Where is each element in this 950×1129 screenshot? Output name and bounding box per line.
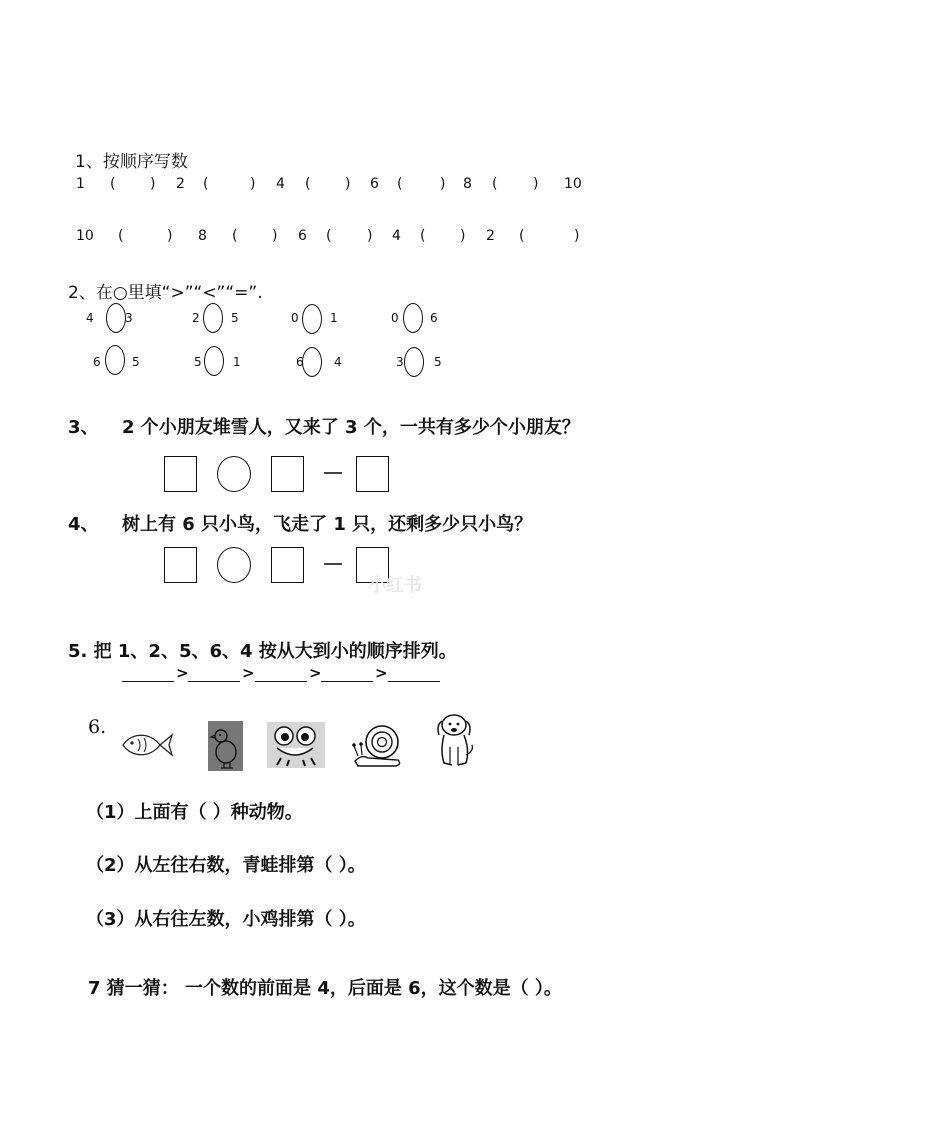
compare-right: 1 [233,355,241,369]
q6-sub3: （3）从右往左数，小鸡排第（ ）。 [86,909,366,930]
greater-than-sign: > [309,664,322,682]
compare-right: 1 [330,311,338,325]
q1-row1-item: ) [250,176,256,192]
operator-circle[interactable] [217,456,251,492]
compare-right: 6 [430,311,438,325]
q1-row1-item: 8 [463,176,472,192]
compare-left: 4 [86,311,94,325]
operator-circle[interactable] [217,547,251,583]
q1-row1-item: ) [440,176,446,192]
compare-oval[interactable] [203,303,223,333]
compare-left: 0 [291,311,299,325]
q1-row1-item: ( [397,176,403,192]
compare-oval[interactable] [105,345,125,375]
q4-number: 4、 [68,514,99,535]
compare-oval[interactable] [404,347,424,377]
fish-icon [120,727,174,763]
compare-right: 4 [334,355,342,369]
q4-text: 树上有 6 只小鸟，飞走了 1 只，还剩多少只小鸟？ [122,514,533,535]
answer-box[interactable] [271,547,304,583]
q1-row1-item: ( [305,176,311,192]
q1-row1-item: ) [533,176,539,192]
q1-row2-item: ( [326,228,332,244]
compare-right: 5 [231,311,239,325]
answer-box[interactable] [271,456,304,492]
q1-row2-item: 6 [298,228,307,244]
snail-icon [352,716,404,770]
compare-oval[interactable] [403,303,423,333]
compare-left: 3 [396,355,404,369]
q1-row2-item: ) [367,228,373,244]
compare-right: 5 [132,355,140,369]
q1-row2-item: 8 [198,228,207,244]
compare-right: 5 [434,355,442,369]
equals-dash [324,472,342,474]
q3-number: 3、 [68,417,99,438]
greater-than-sign: > [375,664,388,682]
frog-icon [267,722,325,768]
q6-sub2: （2）从左往右数，青蛙排第（ ）。 [86,855,366,876]
q6-number: 6. [88,716,107,738]
compare-oval[interactable] [106,303,126,333]
compare-oval[interactable] [302,304,322,334]
q3-text: 2 个小朋友堆雪人，又来了 3 个，一共有多少个小朋友？ [122,417,580,438]
q7-text: 7 猜一猜： 一个数的前面是 4，后面是 6，这个数是（ ）。 [88,978,562,999]
q1-row1-item: 1 [76,176,85,192]
q1-row1-item: ) [345,176,351,192]
dog-icon [432,711,476,769]
chick-icon [208,721,243,771]
q1-row2-item: ( [232,228,238,244]
q1-row1-item: ( [110,176,116,192]
q1-row2-item: ) [574,228,580,244]
equals-dash [324,563,342,565]
greater-than-sign: > [242,664,255,682]
q1-row2-item: ) [272,228,278,244]
answer-box[interactable] [356,456,389,492]
answer-blank[interactable] [321,681,373,682]
greater-than-sign: > [176,664,189,682]
q1-row1-item: 6 [370,176,379,192]
q5-text: 5. 把 1、2、5、6、4 按从大到小的顺序排列。 [68,641,457,662]
answer-blank[interactable] [188,681,240,682]
compare-left: 6 [93,355,101,369]
q1-row2-item: ( [519,228,525,244]
q6-sub1: （1）上面有（ ）种动物。 [86,802,303,823]
q1-row2-item: ( [118,228,124,244]
answer-box[interactable] [164,547,197,583]
compare-oval[interactable] [204,346,224,376]
q1-row2-item: ) [460,228,466,244]
q2-title: 2、在○里填“>”“<”“=”. [68,283,263,303]
q1-row2-item: 10 [76,228,94,244]
compare-left: 0 [391,311,399,325]
answer-box[interactable] [164,456,197,492]
q1-row1-item: 10 [564,176,582,192]
q1-row2-item: 4 [392,228,401,244]
compare-left: 2 [192,311,200,325]
watermark: 小红书 [368,575,422,596]
compare-oval[interactable] [302,347,322,377]
q1-row2-item: 2 [486,228,495,244]
q1-row1-item: ( [203,176,209,192]
q1-row1-item: 4 [276,176,285,192]
compare-left: 5 [194,355,202,369]
answer-blank[interactable] [255,681,307,682]
q1-row1-item: ( [492,176,498,192]
compare-right: 3 [125,311,133,325]
answer-blank[interactable] [122,681,174,682]
answer-blank[interactable] [388,681,440,682]
q1-row1-item: 2 [176,176,185,192]
q1-row1-item: ) [150,176,156,192]
q1-title: 1、按顺序写数 [75,152,188,172]
q1-row2-item: ) [167,228,173,244]
q1-row2-item: ( [420,228,426,244]
compare-left: 6 [296,355,304,369]
